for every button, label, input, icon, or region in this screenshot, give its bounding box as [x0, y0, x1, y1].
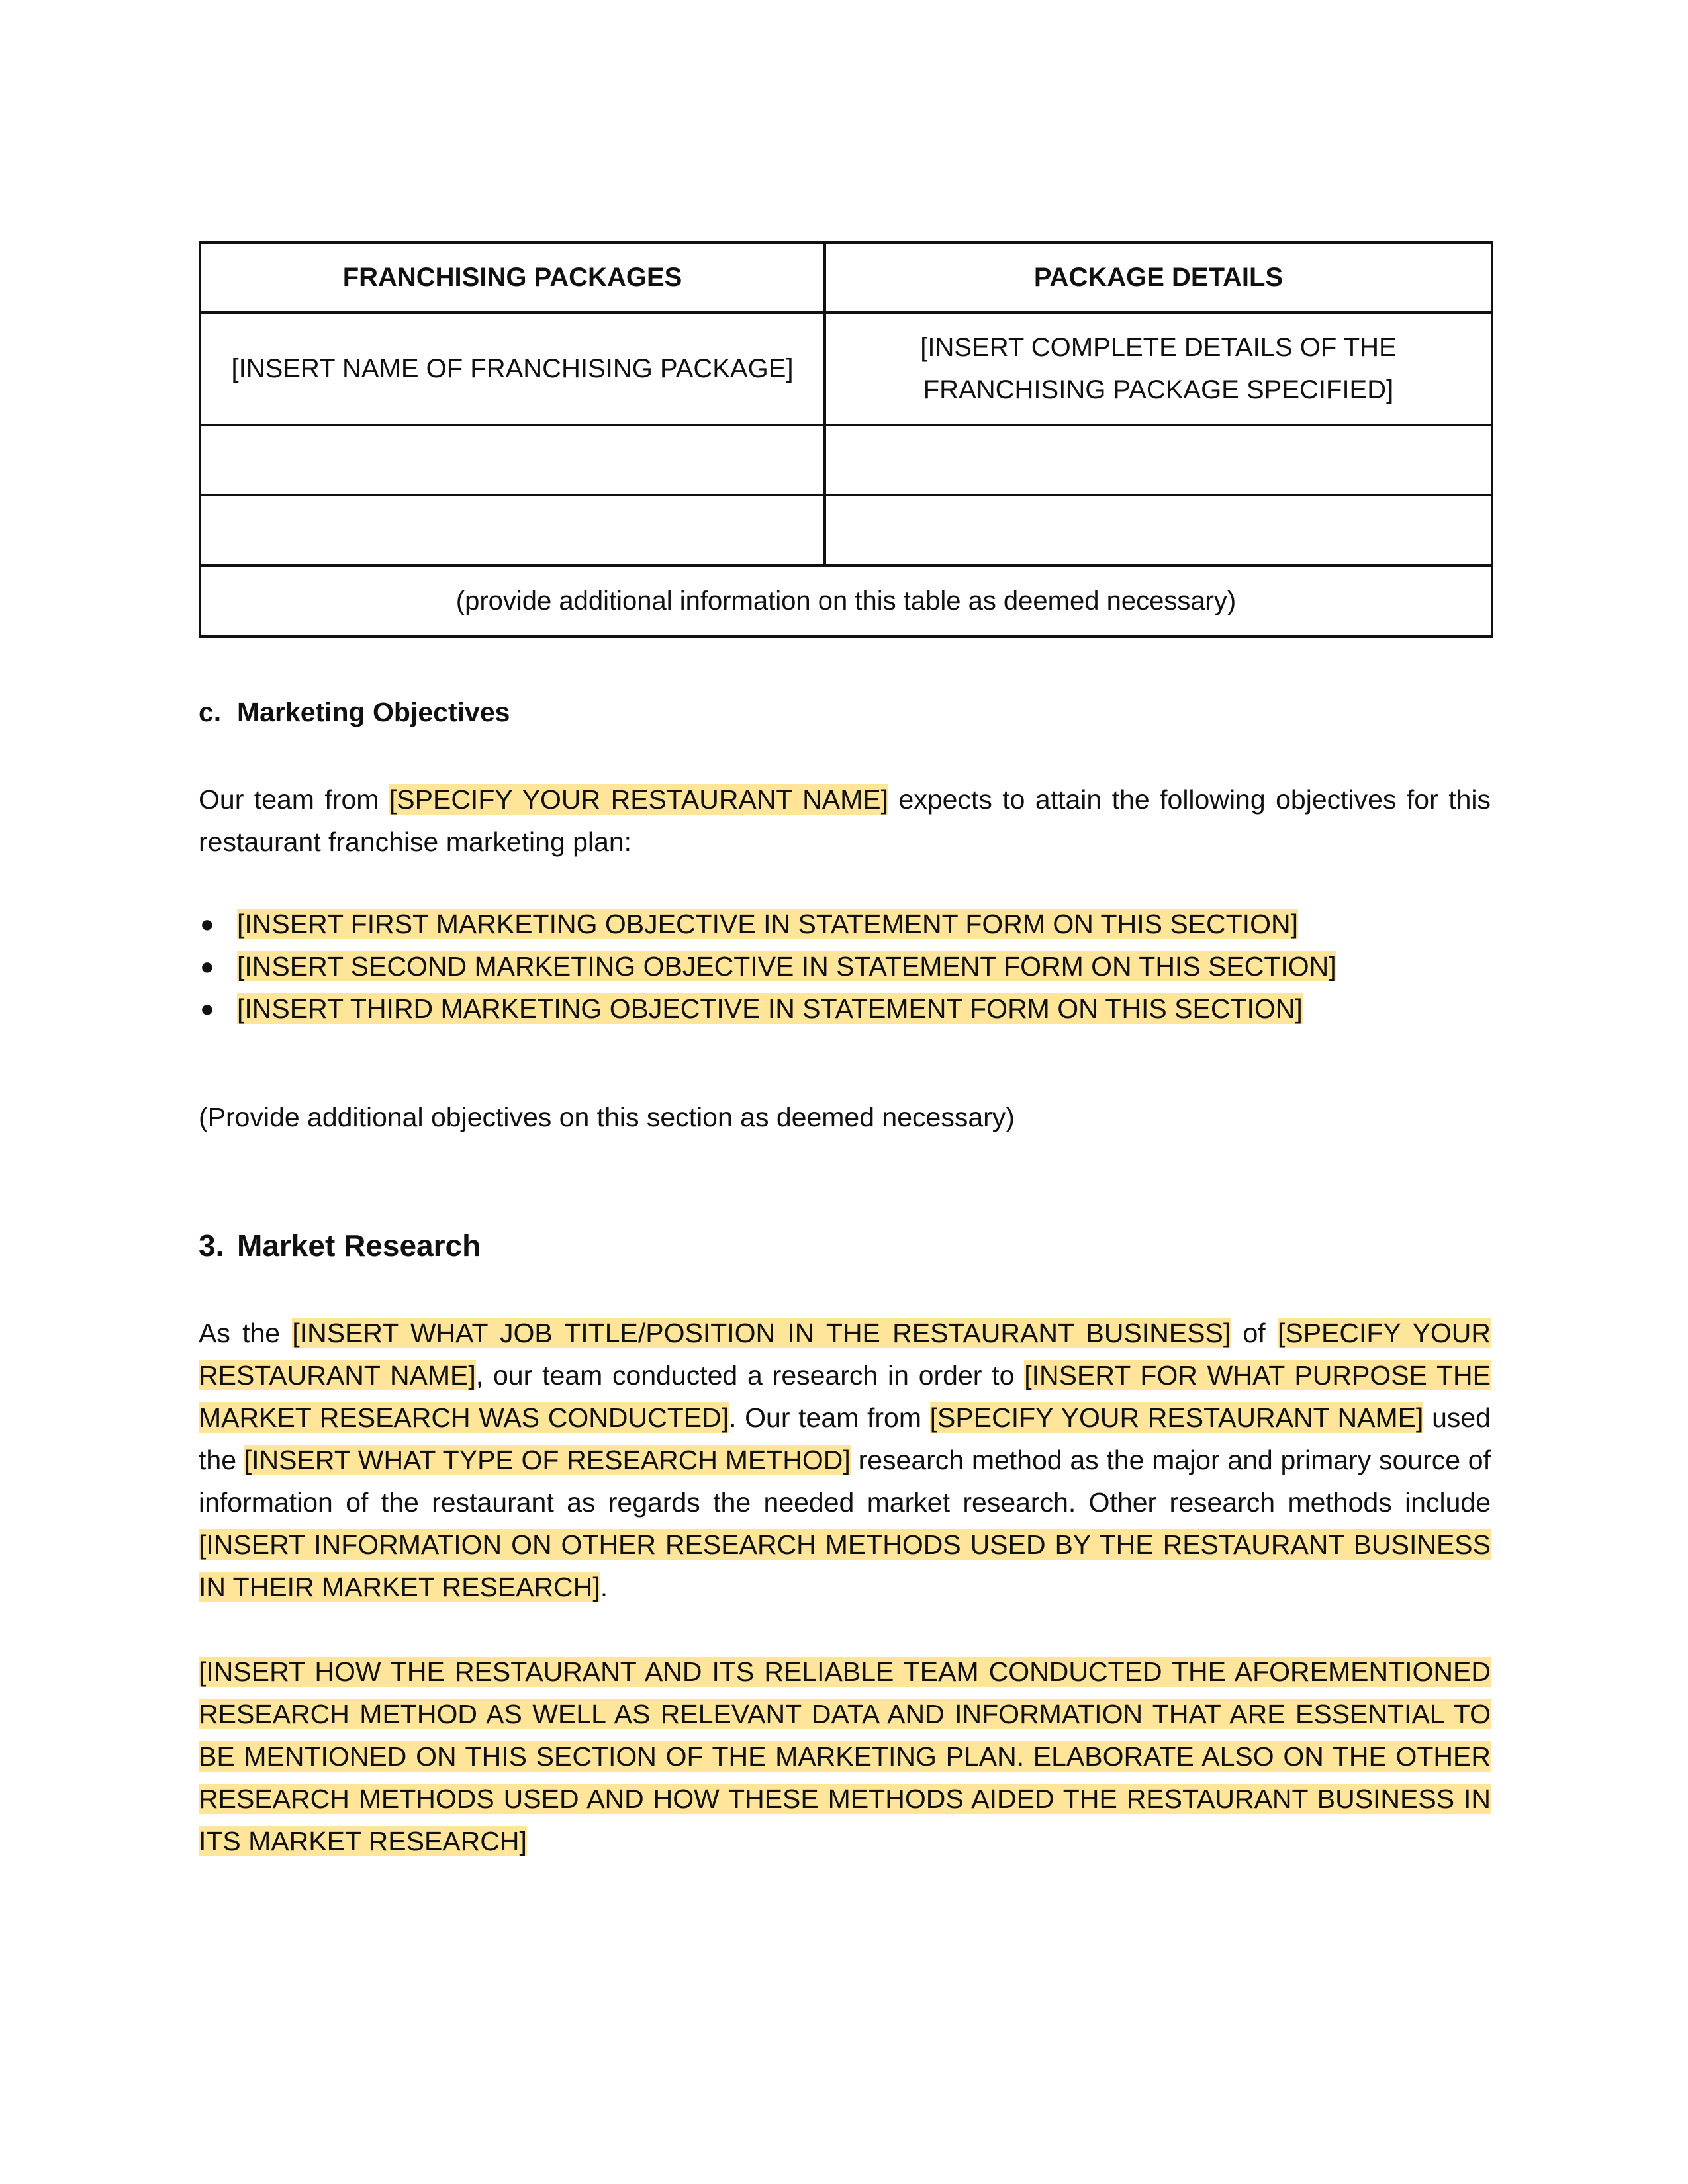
body-text: of	[1243, 1318, 1266, 1348]
placeholder-other-methods: [INSERT INFORMATION ON OTHER RESEARCH METHODS USED BY THE RESTAURANT BUSINESS IN THEIR MARKET RESEARCH]	[199, 1529, 1491, 1602]
package-name-cell: [INSERT NAME OF FRANCHISING PACKAGE]	[200, 312, 825, 425]
package-name-cell	[200, 425, 825, 495]
table-row	[200, 312, 1492, 425]
body-text: As the	[199, 1318, 281, 1348]
section-number: 3.	[199, 1228, 224, 1263]
placeholder-objective: [INSERT SECOND MARKETING OBJECTIVE IN STATEMENT FORM ON THIS SECTION]	[237, 951, 1336, 981]
bullet-icon: ●	[200, 910, 214, 937]
market-research-placeholder-paragraph	[199, 1651, 1491, 1862]
franchising-packages-table	[199, 241, 1493, 638]
column-header-packages: FRANCHISING PACKAGES	[200, 242, 825, 312]
list-item	[199, 987, 1491, 1030]
package-details-cell: [INSERT COMPLETE DETAILS OF THE FRANCHISING PACKAGE SPECIFIED]	[825, 312, 1492, 425]
body-text: . Our team from	[729, 1402, 921, 1433]
body-text: .	[600, 1572, 608, 1602]
objectives-intro-paragraph	[199, 778, 1491, 863]
package-details-cell	[825, 495, 1492, 565]
document-page	[199, 241, 1491, 1856]
table-row	[200, 495, 1492, 565]
table-header-row	[200, 242, 1492, 312]
placeholder-research-details: [INSERT HOW THE RESTAURANT AND ITS RELIABLE TEAM CONDUCTED THE AFOREMENTIONED RESEARCH METHOD AS WELL AS RELEVANT DATA AND INFORMATION THAT ARE ESSENTIAL TO BE MENTIONED ON THIS SECTION OF THE MARKETING PLAN. ELABORATE ALSO ON THE OTHER RESEARCH METHODS USED AND HOW THESE METHODS AIDED THE RESTAURANT BUSINESS IN ITS MARKET RESEARCH]	[199, 1657, 1491, 1856]
column-header-details: PACKAGE DETAILS	[825, 242, 1492, 312]
placeholder-restaurant-name: [SPECIFY YOUR RESTAURANT NAME]	[199, 1318, 1491, 1390]
placeholder-research-purpose: [INSERT FOR WHAT PURPOSE THE MARKET RESEARCH WAS CONDUCTED]	[199, 1360, 1491, 1433]
marketing-objectives-heading	[199, 691, 510, 733]
market-research-heading	[199, 1224, 481, 1267]
objectives-list	[199, 903, 1491, 1030]
table-footer-row	[200, 565, 1492, 637]
package-details-cell	[825, 425, 1492, 495]
table-row	[200, 425, 1492, 495]
objectives-note: (Provide additional objectives on this section as deemed necessary)	[199, 1102, 1015, 1132]
section-title: Marketing Objectives	[237, 697, 510, 727]
intro-text: expects to attain the following objectives for this restaurant franchise marketing plan:	[199, 784, 1491, 857]
package-name-cell	[200, 495, 825, 565]
placeholder-restaurant-name: [SPECIFY YOUR RESTAURANT NAME]	[929, 1402, 1424, 1433]
bullet-icon: ●	[200, 952, 214, 979]
body-text: research method as the major and primary source of information of the restaurant as regards the needed market research. Other research methods include	[199, 1445, 1491, 1518]
body-text: used the	[199, 1402, 1491, 1475]
list-item	[199, 945, 1491, 987]
placeholder-job-title: [INSERT WHAT JOB TITLE/POSITION IN THE RESTAURANT BUSINESS]	[292, 1318, 1231, 1348]
market-research-paragraph	[199, 1312, 1491, 1608]
placeholder-objective: [INSERT THIRD MARKETING OBJECTIVE IN STATEMENT FORM ON THIS SECTION]	[237, 993, 1303, 1024]
section-title: Market Research	[237, 1228, 481, 1263]
bullet-icon: ●	[200, 995, 214, 1022]
placeholder-research-method: [INSERT WHAT TYPE OF RESEARCH METHOD]	[244, 1445, 851, 1475]
table-footer-note: (provide additional information on this table as deemed necessary)	[200, 565, 1492, 637]
list-item	[199, 903, 1491, 945]
placeholder-objective: [INSERT FIRST MARKETING OBJECTIVE IN STATEMENT FORM ON THIS SECTION]	[237, 909, 1298, 939]
intro-text: Our team from	[199, 784, 379, 815]
placeholder-restaurant-name: [SPECIFY YOUR RESTAURANT NAME]	[389, 784, 889, 815]
body-text: , our team conducted a research in order to	[475, 1360, 1015, 1390]
section-number: c.	[199, 697, 222, 727]
